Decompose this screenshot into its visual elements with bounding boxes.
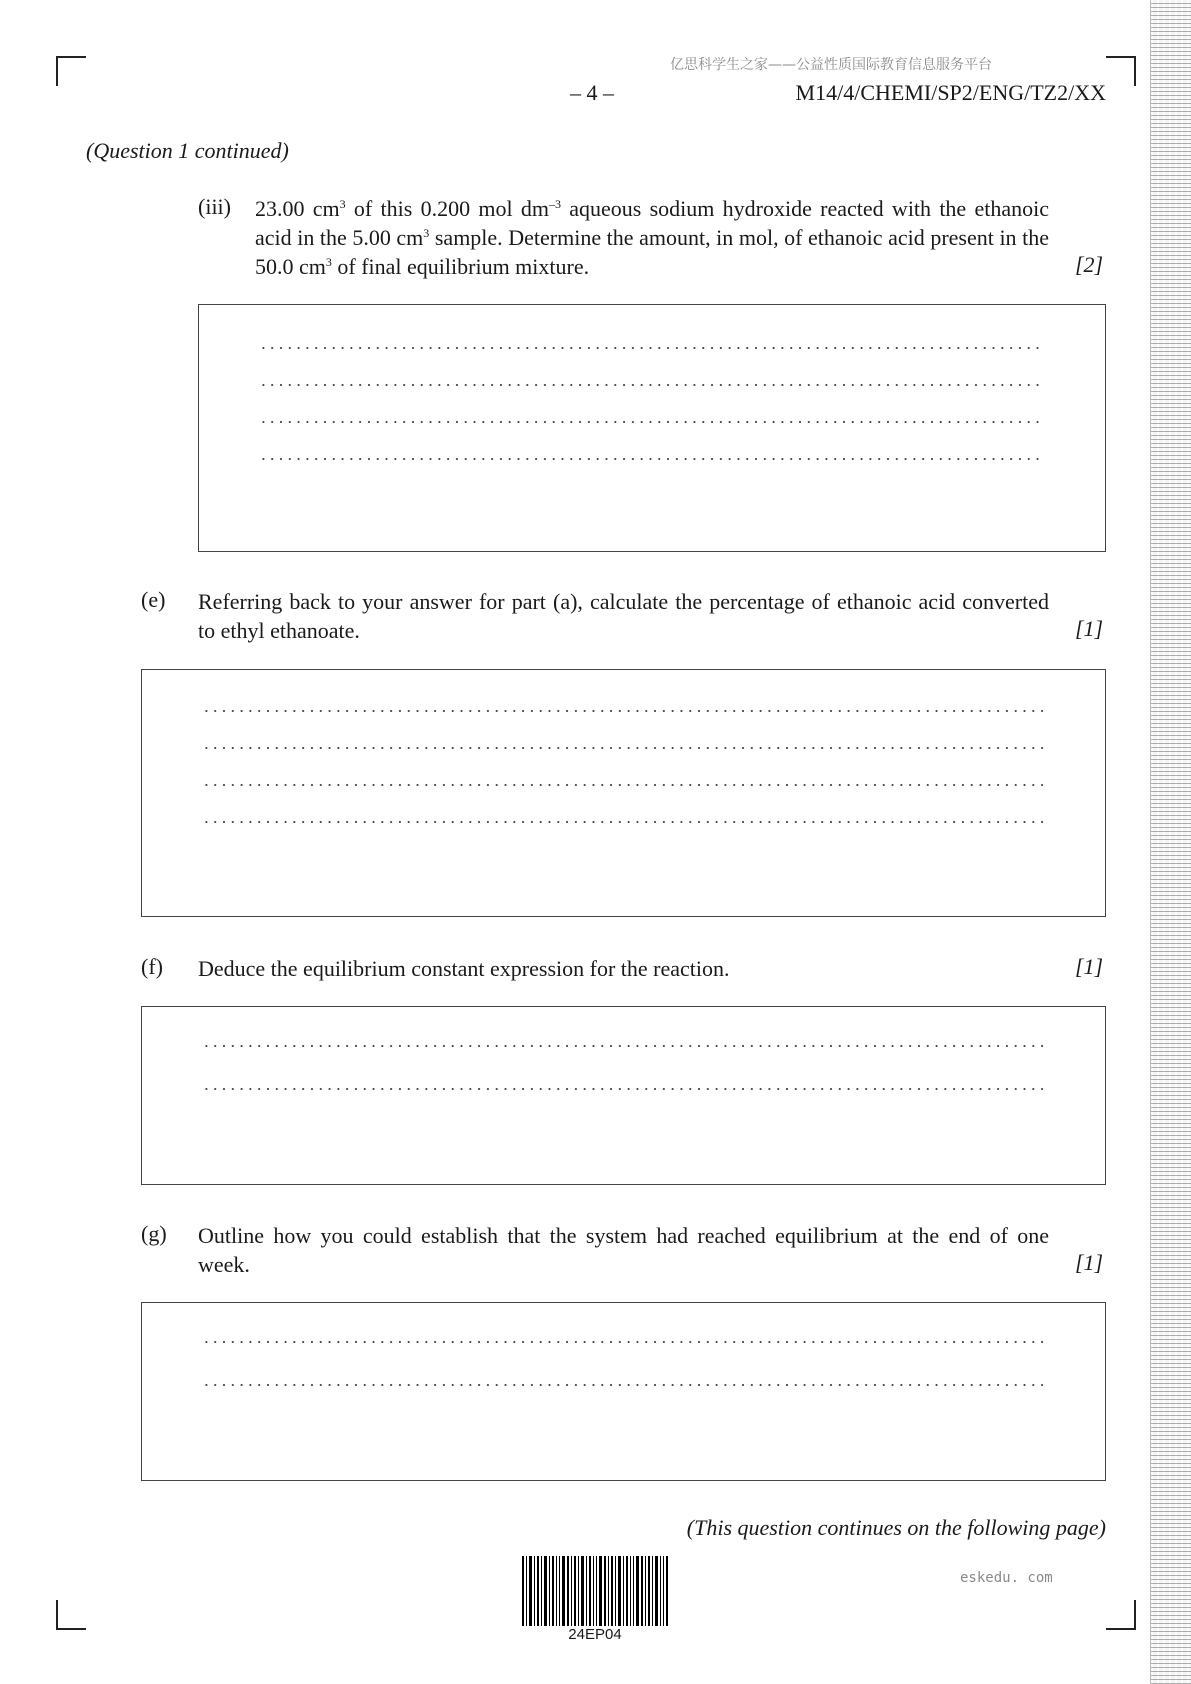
answer-box-iii[interactable] <box>198 304 1106 552</box>
answer-box-g[interactable] <box>141 1302 1106 1481</box>
part-iii-label: (iii) <box>198 194 231 219</box>
answer-box-e[interactable] <box>141 669 1106 917</box>
answer-line <box>202 1341 1047 1343</box>
answer-line <box>259 458 1044 460</box>
answer-line <box>202 1088 1047 1090</box>
answer-line <box>259 384 1044 386</box>
answer-box-f[interactable] <box>141 1006 1106 1185</box>
part-f-question: Deduce the equilibrium constant expression for the reaction. <box>198 956 730 981</box>
crop-mark-top-left <box>56 56 86 86</box>
part-g-question: Outline how you could establish that the system had reached equilibrium at the end of one week. <box>198 1223 1049 1277</box>
answer-line <box>202 710 1047 712</box>
watermark-text: 亿思科学生之家——公益性质国际教育信息服务平台 <box>670 57 992 73</box>
part-iii-marks: [2] <box>1075 252 1104 277</box>
side-hatch-strip <box>1150 0 1191 1684</box>
answer-line <box>202 784 1047 786</box>
crop-mark-top-right <box>1106 56 1136 86</box>
part-e-question: Referring back to your answer for part (a), calculate the percentage of ethanoic acid converted to ethyl ethanoate. <box>198 589 1049 643</box>
part-g-label: (g) <box>141 1221 167 1246</box>
part-e-label: (e) <box>141 587 166 612</box>
question-continued-label: (Question 1 continued) <box>86 138 289 163</box>
site-watermark: eskedu. com <box>960 1570 1053 1586</box>
continues-note: (This question continues on the following page) <box>686 1515 1106 1540</box>
part-iii-question: 23.00 $cm^3$ of this 0.200 mol $dm^{-3}$ aqueous sodium hydroxide reacted with the ethanoic acid in the 5.00 $cm^3$ sample. Determine the amount, in mol, of ethanoic acid present in the 50.0 $cm^3$ of final equilibrium mixture. <box>255 196 1049 279</box>
answer-line <box>202 1384 1047 1386</box>
crop-mark-bottom-left <box>56 1600 86 1630</box>
page-number: – 4 – <box>570 80 614 105</box>
answer-line <box>202 1045 1047 1047</box>
part-g-marks: [1] <box>1075 1250 1104 1275</box>
answer-line <box>202 747 1047 749</box>
answer-line <box>259 421 1044 423</box>
answer-line <box>202 821 1047 823</box>
part-f-label: (f) <box>141 954 163 979</box>
answer-line <box>259 347 1044 349</box>
part-e-marks: [1] <box>1075 616 1104 641</box>
barcode-image <box>522 1556 668 1626</box>
crop-mark-bottom-right <box>1106 1600 1136 1630</box>
barcode-caption: 24EP04 <box>568 1626 622 1643</box>
paper-code: M14/4/CHEMI/SP2/ENG/TZ2/XX <box>795 80 1106 105</box>
part-f-marks: [1] <box>1075 954 1104 979</box>
